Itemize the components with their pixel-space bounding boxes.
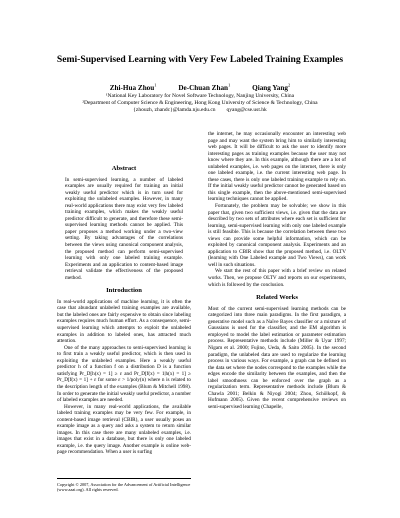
right-paragraph-3: We start the rest of this paper with a brief review on related works. Then, we propose OLTV and reports on our experiments, which is followed by the conclusion. [208,268,346,288]
right-column [208,131,346,410]
related-works-heading: Related Works [256,294,298,302]
author-list [0,83,400,92]
left-column [57,164,191,456]
intro-paragraph-1: In real-world applications of machine learning, it is often the case that abundant unlabeled training examples are available, but the labeled ones are fairly expensive to obtain since labeling examples requires much human effort. As a consequence, semi-supervised learning which attempts to exploit the unlabeled examples in addition to labeled ones, has attracted much attention. [57,298,191,345]
paper-title: Semi-Supervised Learning with Very Few Labeled Training Examples [56,54,344,65]
author-emails: {zhouzh, zhandc}@lamda.nju.edu.cn qyang@cse.ust.hk [133,107,267,113]
right-paragraph-2: Fortunately, the problem may be solvable; we show in this paper that, given two sufficient views, i.e. given that the data are described by two sets of attributes where each set is sufficient for learning, semi-supervised learning with only one labeled example is still feasible. This is because the correlation between these two views can provide some helpful information, which can be exploited by canonical component analysis. Experiments and an application to CBIR show that the proposed method, i.e. OLTV (learning with One Labeled example and Two Views), can work well in such situations. [208,203,346,268]
copyright-footnote: Copyright © 2007, Association for the Advancement of Artificial Intelligence (www.aaai.org). All rights reserved. [57,478,191,492]
related-works-text: Most of the current semi-supervised learning methods can be categorized into three main paradigms. In the first paradigm, a generative model such as a Naïve Bayes classifier or a mixture of Gaussians is used for the classifier, and the EM algorithm is employed to model the label estimation or parameter estimation process. Representative methods include (Miller & Uyar 1997; Nigam et al. 2000; Fujino, Ueda, & Saito 2005). In the second paradigm, the unlabeled data are used to regularize the learning process in various ways. For example, a graph can be defined on the data set where the nodes correspond to the examples while the edges encode the similarity between the examples, and then the label smoothness can be enforced over the graph as a regularization term. Representative methods include (Blum & Chawla 2001; Belkin & Niyogi 2004; Zhou, Schölkopf, & Hofmann 2005). Given the recent comprehensive reviews on semi-supervised learning (Chapelle, [208,305,346,410]
author-1: Zhi-Hua Zhou$^1$ [109,83,157,93]
affiliation-1: ¹National Key Laboratory for Novel Software Technology, Nanjing University, China [105,93,295,99]
introduction-heading: Introduction [106,287,142,295]
author-2: De-Chuan Zhan$^1$ [178,83,231,93]
abstract-heading: Abstract [111,165,137,172]
author-3: Qiang Yang$^2$ [252,83,291,93]
intro-paragraph-2: One of the many approaches to semi-supervised learning is to first train a weakly useful predictor, which is then used in exploiting the unlabeled examples. Here a weakly useful predictor h of a function f on a distribution D is a function satisfying Pr_D[h(x) = 1] ≥ ε and Pr_D[f(x) = 1|h(x) = 1] ≥ Pr_D[f(x) = 1] + ε for some ε > 1/poly(n) where n is related to the description length of the examples (Blum & Mitchell 1998). In order to generate the initial weakly useful predictor, a number of labeled examples are needed. [57,344,191,404]
abstract-text: In semi-supervised learning, a number of labeled examples are usually required for training an initial weakly useful predictor which is in turn used for exploiting the unlabeled examples. However, in many real-world applications there may exist very few labeled training examples, which makes the weakly useful predictor difficult to generate, and therefore these semi-supervised learning methods cannot be applied. This paper proposes a method working under a two-view setting. By taking advantages of the correlations between the views using canonical component analysis, the proposed method can perform semi-supervised learning with only one labeled training example. Experiments and an application to content-based image retrieval validate the effectiveness of the proposed method. [65,176,183,281]
right-paragraph-1: the internet, he may occasionally encounter an interesting web page and may want the system bring him to similarly interesting web pages. It will be difficult to ask the user to identify more interesting pages as training examples because the user may not know where they are. In this example, although there are a lot of unlabeled examples, i.e. web pages on the internet, there is only one labeled example, i.e. the current interesting web page. In these cases, there is only one labeled training example to rely on. If the initial weakly useful predictor cannot be generated based on this single example, then the above-mentioned semi-supervised learning techniques cannot be applied. [208,131,346,203]
intro-paragraph-3: However, in many real-world applications, the available labeled training examples may be very few. For example, in content-based image retrieval (CBIR), a user usually poses an example image as a query and asks a system to return similar images. In this case there are many unlabeled examples, i.e. images that exist in a database, but there is only one labeled example, i.e. the query image. Another example is online web-page recommendation. When a user is surfing [57,403,191,456]
affiliation-2: ²Department of Computer Science & Engineering, Hong Kong University of Science & Technology, China [82,100,318,106]
